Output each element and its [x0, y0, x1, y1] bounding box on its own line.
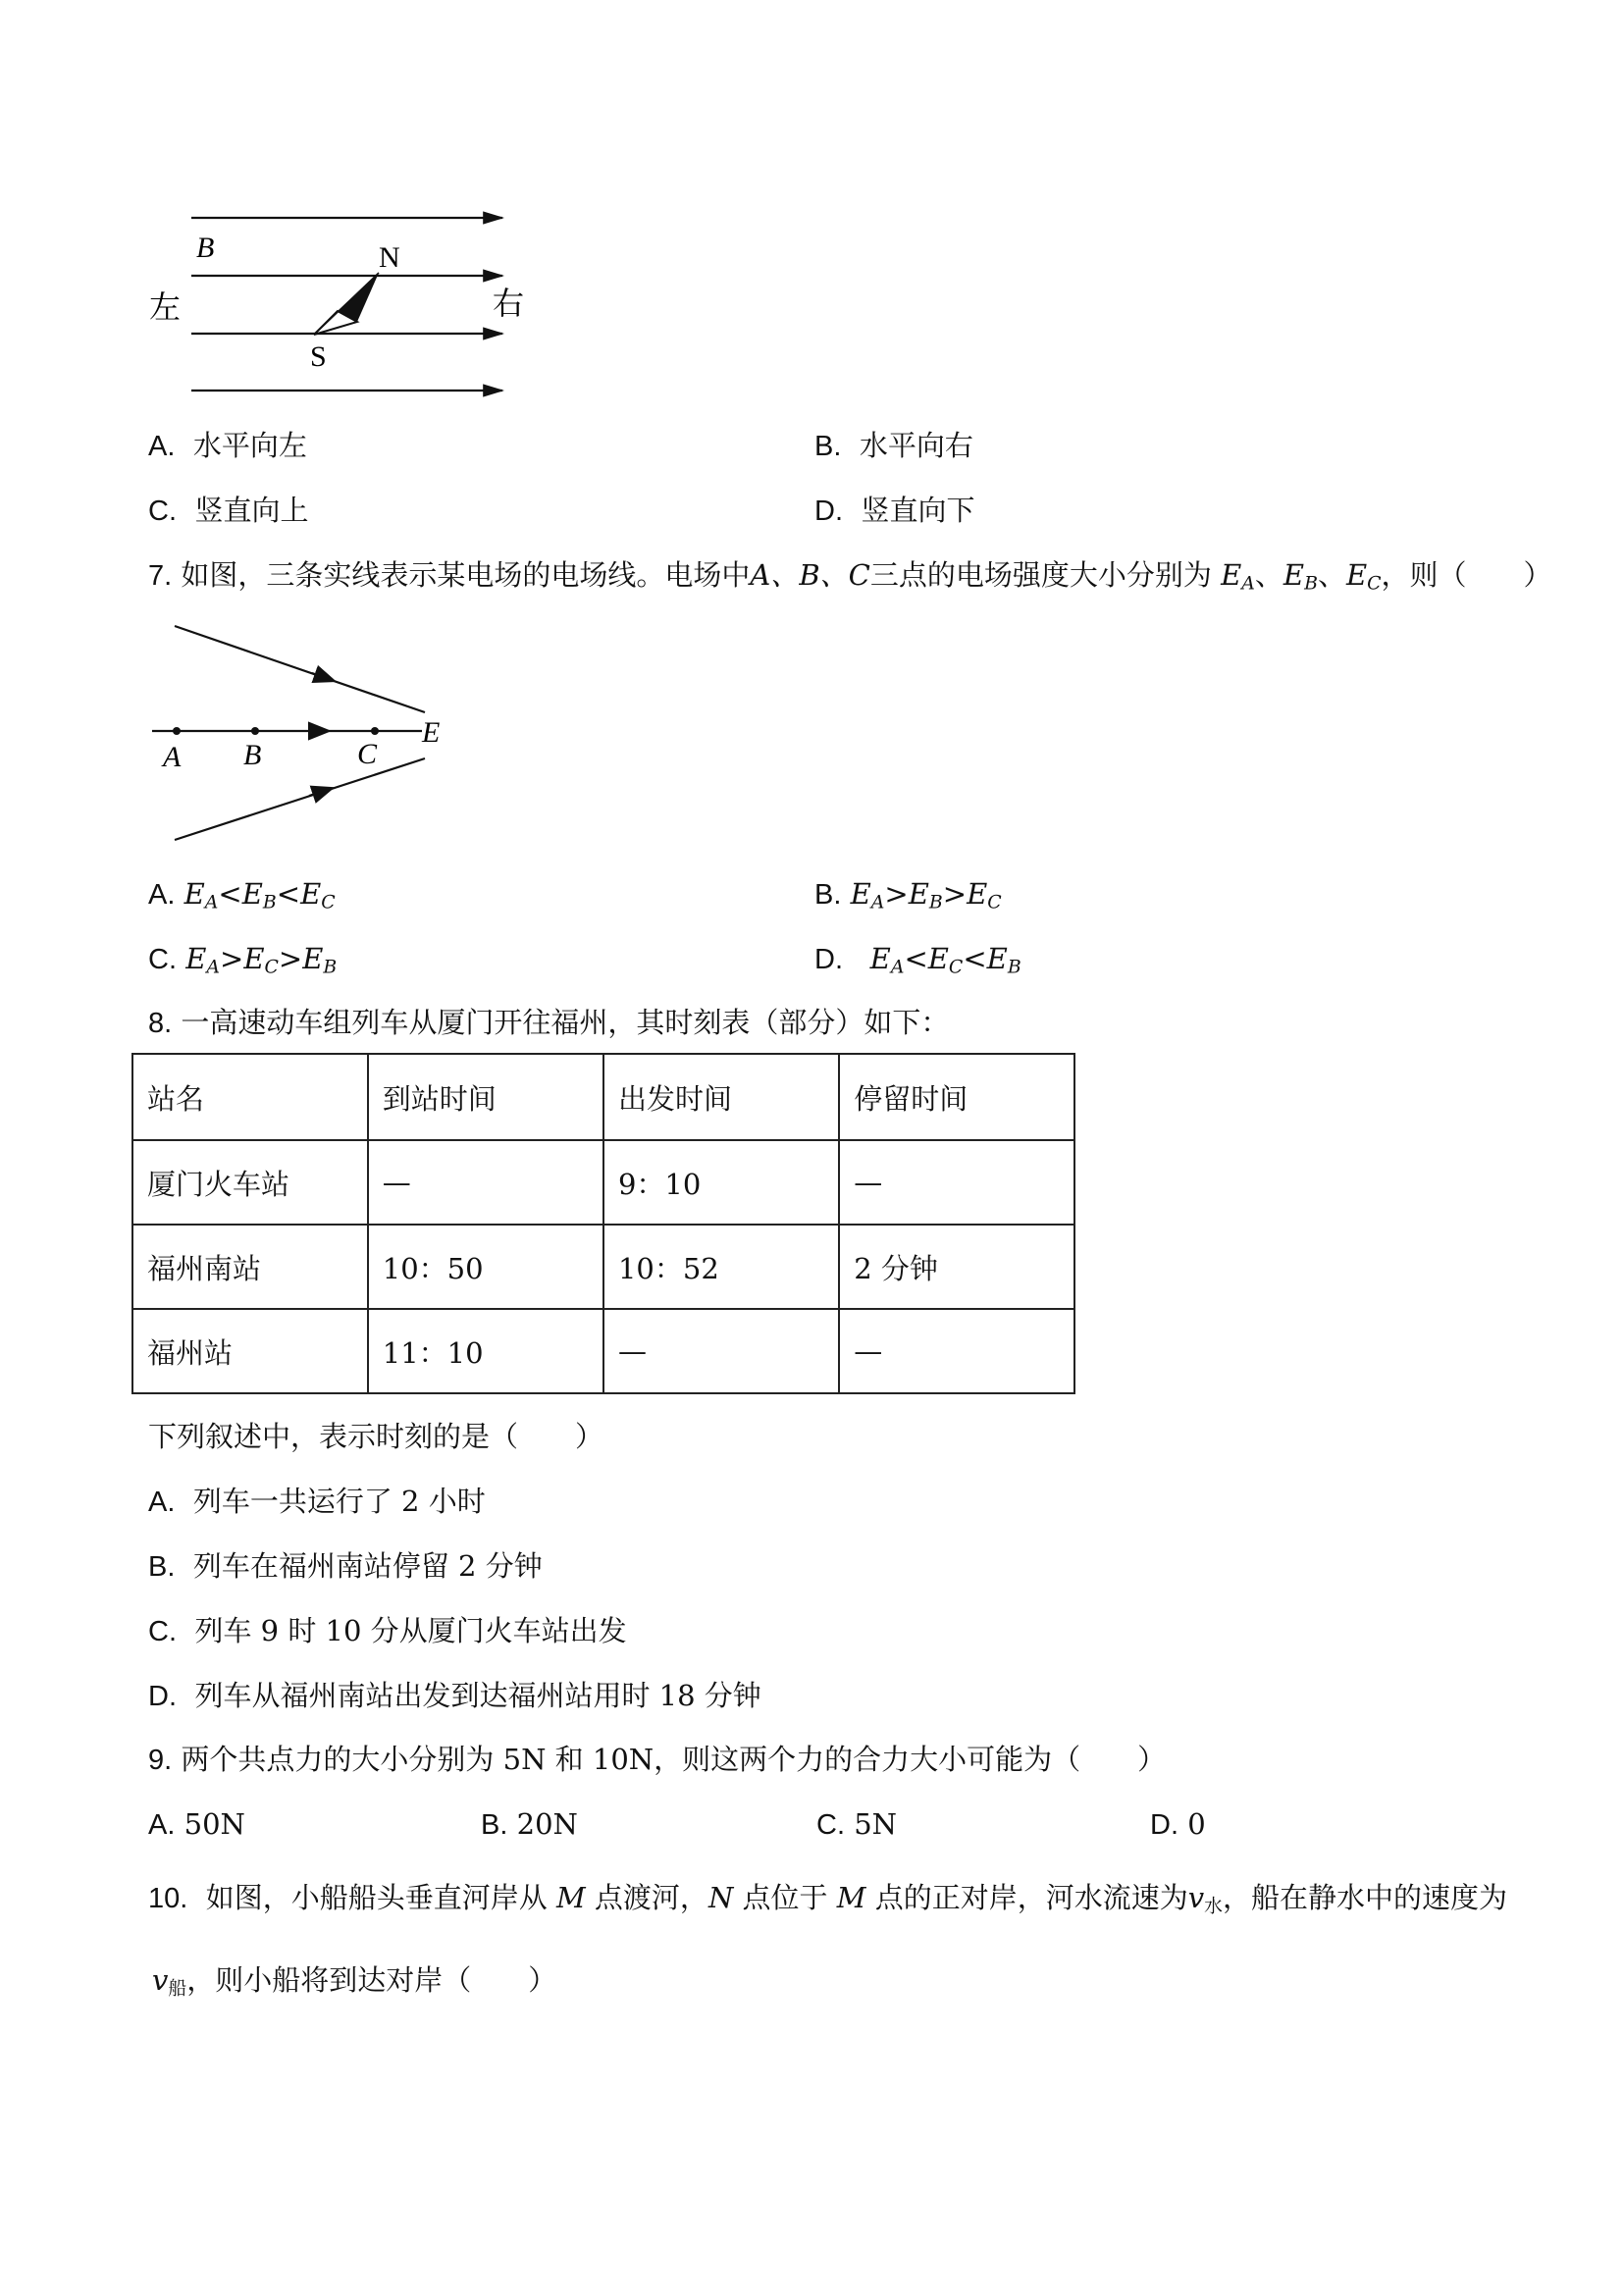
q7-stem: 7. 如图，三条实线表示某电场的电场线。电场中A、B、C三点的电场强度大小分别为 $E_A$、$E_B$、$E_C$，则（ ） [148, 558, 1552, 595]
label-b: B [243, 739, 262, 771]
table-header-cell: 到站时间 [368, 1054, 603, 1140]
q6-option-d[interactable]: D. 竖直向下 [814, 494, 975, 527]
table-cell: 10：50 [368, 1225, 603, 1309]
q9-option-a[interactable]: A. 50N [148, 1807, 245, 1841]
table-cell: 11：10 [368, 1309, 603, 1393]
field-line-top [175, 626, 425, 712]
table-cell: 福州站 [132, 1309, 368, 1393]
label-c: C [357, 738, 378, 770]
q10-stem-line1: 10. 如图，小船船头垂直河岸从 M 点渡河，N 点位于 M 点的正对岸，河水流速为$v_水$，船在静水中的速度为 [148, 1881, 1507, 1917]
q7-option-d-text: $E_A<E_C<E_B$ [869, 942, 1021, 978]
q6-option-a[interactable]: A. 水平向左 [148, 429, 307, 462]
q7-option-c-text: $E_A>E_C>E_B$ [185, 942, 338, 978]
q8-option-b[interactable]: B. 列车在福州南站停留 2 分钟 [148, 1549, 543, 1583]
table-row [132, 1309, 1074, 1393]
q8-option-c[interactable]: C. 列车 9 时 10 分从厦门火车站出发 [148, 1614, 627, 1647]
table-row [132, 1140, 1074, 1225]
table-cell: 福州南站 [132, 1225, 368, 1309]
table-cell: — [368, 1140, 603, 1225]
q6-option-b[interactable]: B. 水平向右 [814, 429, 973, 462]
q7-option-d[interactable]: D. $E_A<E_C<E_B$ [814, 942, 1021, 978]
point-a [173, 727, 181, 735]
table-header-row [132, 1054, 1074, 1140]
q7-option-c[interactable]: C. $E_A>E_C>E_B$ [148, 942, 338, 978]
q7-option-a-text: $E_A<E_B<E_C$ [183, 877, 336, 913]
field-line-bottom [175, 758, 425, 840]
table-cell: — [839, 1140, 1074, 1225]
electric-field-figure [147, 614, 461, 850]
table-cell: 10：52 [603, 1225, 839, 1309]
table-cell: — [603, 1309, 839, 1393]
point-b [251, 727, 259, 735]
q8-option-a[interactable]: A. 列车一共运行了 2 小时 [148, 1485, 486, 1518]
timetable [131, 1053, 1075, 1394]
label-e: E [422, 716, 441, 749]
q7-option-a[interactable]: A. $E_A<E_B<E_C$ [148, 877, 336, 913]
q9-option-c[interactable]: C. 5N [816, 1807, 898, 1841]
table-cell: 9：10 [603, 1140, 839, 1225]
table-header-cell: 停留时间 [839, 1054, 1074, 1140]
label-n: N [379, 241, 400, 274]
table-row [132, 1225, 1074, 1309]
q9-option-b[interactable]: B. 20N [481, 1807, 578, 1841]
table-cell: 厦门火车站 [132, 1140, 368, 1225]
q8-option-d[interactable]: D. 列车从福州南站出发到达福州站用时 18 分钟 [148, 1679, 761, 1712]
table-header-cell: 出发时间 [603, 1054, 839, 1140]
q6-option-c[interactable]: C. 竖直向上 [148, 494, 309, 527]
label-a: A [163, 741, 182, 773]
table-cell: — [839, 1309, 1074, 1393]
label-left: 左 [149, 289, 182, 325]
q9-option-d[interactable]: D. 0 [1150, 1807, 1206, 1841]
q7-option-b-text: $E_A>E_B>E_C$ [850, 877, 1002, 913]
q8-question: 下列叙述中，表示时刻的是（ ） [148, 1420, 604, 1453]
q8-stem: 8. 一高速动车组列车从厦门开往福州，其时刻表（部分）如下： [148, 1006, 950, 1039]
label-right: 右 [493, 286, 525, 321]
label-b: B [196, 232, 215, 264]
compass-field-figure [137, 196, 530, 407]
point-c [371, 727, 379, 735]
label-s: S [310, 340, 327, 373]
q7-option-b[interactable]: B. $E_A>E_B>E_C$ [814, 877, 1002, 913]
q10-stem-line2: $v_船$，则小船将到达对岸（ ） [152, 1963, 557, 2000]
table-header-cell: 站名 [132, 1054, 368, 1140]
q9-stem: 9. 两个共点力的大小分别为 5N 和 10N，则这两个力的合力大小可能为（ ） [148, 1743, 1167, 1776]
table-cell: 2 分钟 [839, 1225, 1074, 1309]
